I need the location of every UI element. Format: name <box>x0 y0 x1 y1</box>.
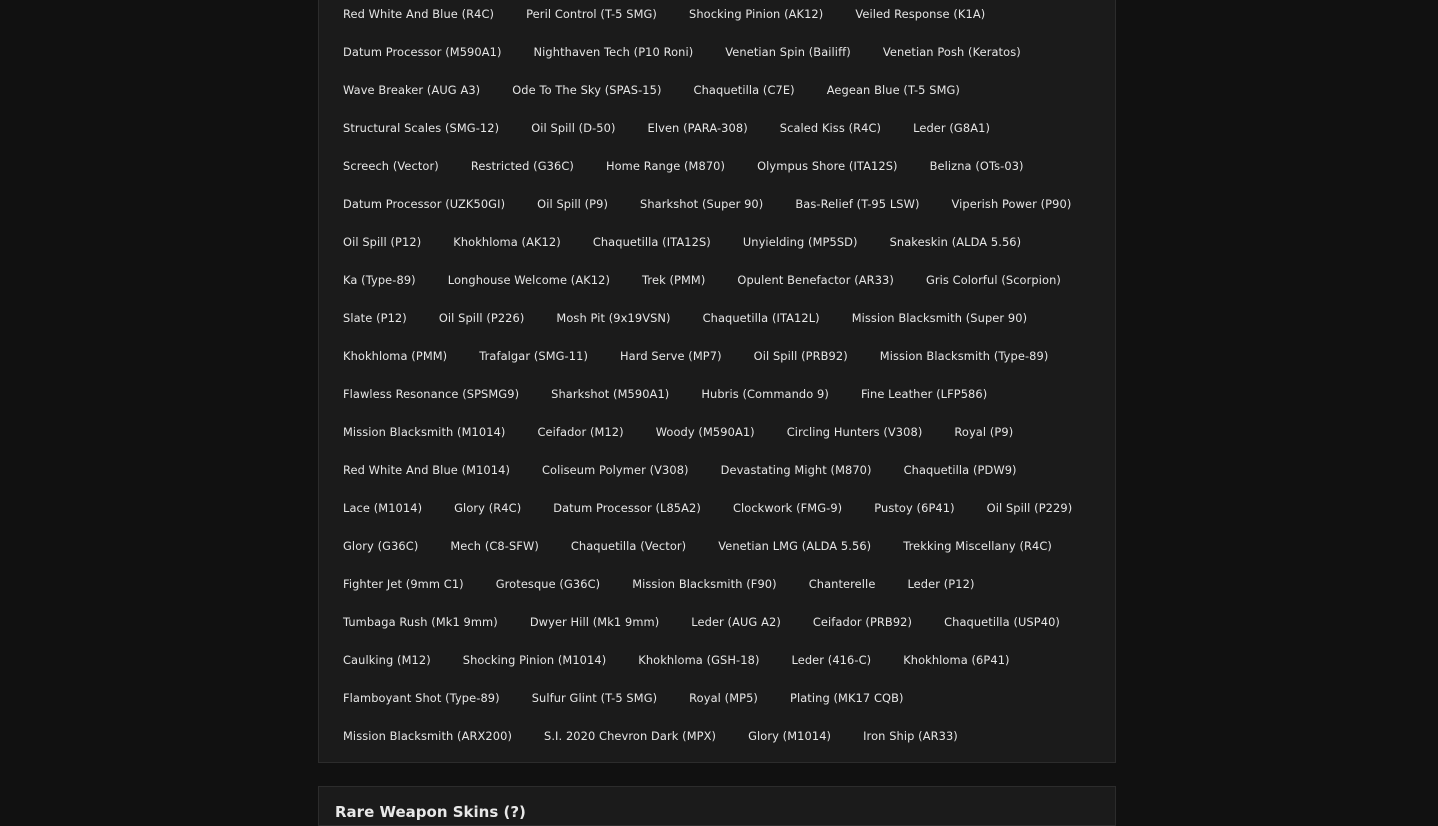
skin-link[interactable]: Shocking Pinion (M1014) <box>462 653 607 668</box>
skin-link[interactable]: Peril Control (T-5 SMG) <box>526 7 657 22</box>
rare-weapon-skins-panel <box>318 786 1116 826</box>
skin-link[interactable]: Plating (MK17 CQB) <box>789 691 904 706</box>
skin-link[interactable]: Oil Spill (P229) <box>986 501 1073 516</box>
skins-row <box>343 452 1115 490</box>
skin-link[interactable]: Royal (P9) <box>954 425 1014 440</box>
skin-link[interactable]: Red White And Blue (R4C) <box>343 7 495 22</box>
skin-link[interactable]: Datum Processor (M590A1) <box>343 45 502 60</box>
skin-link[interactable]: Oil Spill (P12) <box>343 235 422 250</box>
skin-link[interactable]: Dwyer Hill (Mk1 9mm) <box>529 615 660 630</box>
skin-link[interactable]: Structural Scales (SMG-12) <box>343 121 500 136</box>
skin-link[interactable]: Ka (Type-89) <box>343 273 416 288</box>
skins-row <box>343 680 1115 718</box>
skin-link[interactable]: Hubris (Commando 9) <box>701 387 829 402</box>
skin-link[interactable]: Fine Leather (LFP586) <box>860 387 988 402</box>
skin-link[interactable]: Chaquetilla (ITA12L) <box>702 311 820 326</box>
skins-row <box>343 148 1115 186</box>
skins-list <box>343 0 1115 756</box>
skin-link[interactable]: Khokhloma (AK12) <box>453 235 561 250</box>
skin-link[interactable]: Glory (M1014) <box>748 729 832 744</box>
skin-link[interactable]: Shocking Pinion (AK12) <box>688 7 824 22</box>
skin-link[interactable]: Mission Blacksmith (M1014) <box>343 425 506 440</box>
skin-link[interactable]: Snakeskin (ALDA 5.56) <box>889 235 1022 250</box>
skin-link[interactable]: Red White And Blue (M1014) <box>343 463 510 478</box>
skin-link[interactable]: Chaquetilla (PDW9) <box>903 463 1017 478</box>
skin-link[interactable]: Mission Blacksmith (Type-89) <box>879 349 1049 364</box>
skins-row <box>343 300 1115 338</box>
skin-link[interactable]: Oil Spill (P9) <box>537 197 609 212</box>
skin-link[interactable]: Scaled Kiss (R4C) <box>779 121 882 136</box>
skin-link[interactable]: Oil Spill (P226) <box>438 311 525 326</box>
skin-link[interactable]: Clockwork (FMG-9) <box>732 501 843 516</box>
skin-link[interactable]: Tumbaga Rush (Mk1 9mm) <box>343 615 498 630</box>
skins-row <box>343 186 1115 224</box>
skin-link[interactable]: Chaquetilla (C7E) <box>693 83 795 98</box>
skins-row <box>343 528 1115 566</box>
skins-row <box>343 72 1115 110</box>
skin-link[interactable]: Opulent Benefactor (AR33) <box>737 273 894 288</box>
skin-link[interactable]: Mech (C8-SFW) <box>450 539 539 554</box>
skin-link[interactable]: Glory (G36C) <box>343 539 419 554</box>
skin-link[interactable]: Woody (M590A1) <box>655 425 755 440</box>
skin-link[interactable]: Datum Processor (UZK50GI) <box>343 197 506 212</box>
skin-link[interactable]: Caulking (M12) <box>343 653 431 668</box>
skin-link[interactable]: Khokhloma (6P41) <box>903 653 1010 668</box>
skin-link[interactable]: Ceifador (M12) <box>537 425 624 440</box>
skins-row <box>343 0 1115 34</box>
skin-link[interactable]: Hard Serve (MP7) <box>620 349 722 364</box>
skins-row <box>343 490 1115 528</box>
skins-row <box>343 110 1115 148</box>
skins-row <box>343 566 1115 604</box>
skin-link[interactable]: Mission Blacksmith (F90) <box>632 577 777 592</box>
skin-link[interactable]: Chaquetilla (USP40) <box>944 615 1060 630</box>
skins-row <box>343 224 1115 262</box>
skin-link[interactable]: Ode To The Sky (SPAS-15) <box>512 83 662 98</box>
rare-skins-section-title: Rare Weapon Skins (?) <box>335 803 526 821</box>
skin-link[interactable]: Leder (AUG A2) <box>691 615 781 630</box>
skin-link[interactable]: Venetian Spin (Bailiff) <box>725 45 851 60</box>
skins-row <box>343 642 1115 680</box>
skin-link[interactable]: Sulfur Glint (T-5 SMG) <box>531 691 658 706</box>
skin-link[interactable]: Longhouse Welcome (AK12) <box>447 273 611 288</box>
skin-link[interactable]: Fighter Jet (9mm C1) <box>343 577 464 592</box>
skins-row <box>343 718 1115 756</box>
skin-link[interactable]: Mosh Pit (9x19VSN) <box>556 311 671 326</box>
skin-link[interactable]: Chaquetilla (ITA12S) <box>592 235 711 250</box>
skin-link[interactable]: Leder (416-C) <box>791 653 872 668</box>
skin-link[interactable]: Leder (G8A1) <box>913 121 990 136</box>
skin-link[interactable]: Nighthaven Tech (P10 Roni) <box>533 45 694 60</box>
skin-link[interactable]: Venetian LMG (ALDA 5.56) <box>718 539 872 554</box>
skin-link[interactable]: Iron Ship (AR33) <box>863 729 958 744</box>
skin-link[interactable]: Chaquetilla (Vector) <box>570 539 687 554</box>
skins-row <box>343 262 1115 300</box>
skin-link[interactable]: Coliseum Polymer (V308) <box>542 463 689 478</box>
skin-link[interactable]: Royal (MP5) <box>689 691 758 706</box>
skin-link[interactable]: Elven (PARA-308) <box>647 121 748 136</box>
skin-link[interactable]: Wave Breaker (AUG A3) <box>343 83 481 98</box>
skin-link[interactable]: Trafalgar (SMG-11) <box>479 349 589 364</box>
skins-row <box>343 376 1115 414</box>
skin-link[interactable]: Khokhloma (PMM) <box>343 349 448 364</box>
skin-link[interactable]: Chanterelle <box>808 577 876 592</box>
skin-link[interactable]: Sharkshot (Super 90) <box>640 197 764 212</box>
skin-link[interactable]: Flamboyant Shot (Type-89) <box>343 691 500 706</box>
skin-link[interactable]: Unyielding (MP5SD) <box>742 235 858 250</box>
skin-link[interactable]: Olympus Shore (ITA12S) <box>757 159 898 174</box>
skin-link[interactable]: Grotesque (G36C) <box>495 577 601 592</box>
skin-link[interactable]: Sharkshot (M590A1) <box>551 387 670 402</box>
skin-link[interactable]: Veiled Response (K1A) <box>855 7 986 22</box>
skin-link[interactable]: Restricted (G36C) <box>470 159 574 174</box>
skin-link[interactable]: Khokhloma (GSH-18) <box>638 653 760 668</box>
skin-link[interactable]: Flawless Resonance (SPSMG9) <box>343 387 520 402</box>
skin-link[interactable]: Oil Spill (D-50) <box>531 121 616 136</box>
skin-link[interactable]: Home Range (M870) <box>605 159 726 174</box>
skin-link[interactable]: Belizna (OTs-03) <box>929 159 1024 174</box>
skin-link[interactable]: Glory (R4C) <box>454 501 522 516</box>
skin-link[interactable]: Mission Blacksmith (ARX200) <box>343 729 512 744</box>
skin-link[interactable]: Devastating Might (M870) <box>720 463 872 478</box>
skins-row <box>343 34 1115 72</box>
skins-row <box>343 604 1115 642</box>
skin-link[interactable]: Lace (M1014) <box>343 501 423 516</box>
skin-link[interactable]: Pustoy (6P41) <box>874 501 955 516</box>
skin-link[interactable]: Mission Blacksmith (Super 90) <box>851 311 1028 326</box>
skin-link[interactable]: Viperish Power (P90) <box>951 197 1072 212</box>
skins-row <box>343 414 1115 452</box>
weapon-skins-panel <box>318 0 1116 763</box>
skin-link[interactable]: S.I. 2020 Chevron Dark (MPX) <box>544 729 717 744</box>
skin-link[interactable]: Leder (P12) <box>907 577 975 592</box>
skin-link[interactable]: Trekking Miscellany (R4C) <box>903 539 1052 554</box>
skin-link[interactable]: Venetian Posh (Keratos) <box>882 45 1021 60</box>
skin-link[interactable]: Slate (P12) <box>343 311 407 326</box>
skin-link[interactable]: Bas-Relief (T-95 LSW) <box>795 197 920 212</box>
skin-link[interactable]: Gris Colorful (Scorpion) <box>925 273 1061 288</box>
skin-link[interactable]: Ceifador (PRB92) <box>812 615 913 630</box>
skins-row <box>343 338 1115 376</box>
skin-link[interactable]: Oil Spill (PRB92) <box>753 349 848 364</box>
skin-link[interactable]: Aegean Blue (T-5 SMG) <box>826 83 960 98</box>
skin-link[interactable]: Datum Processor (L85A2) <box>553 501 701 516</box>
skin-link[interactable]: Circling Hunters (V308) <box>786 425 923 440</box>
skin-link[interactable]: Trek (PMM) <box>642 273 706 288</box>
skin-link[interactable]: Screech (Vector) <box>343 159 439 174</box>
